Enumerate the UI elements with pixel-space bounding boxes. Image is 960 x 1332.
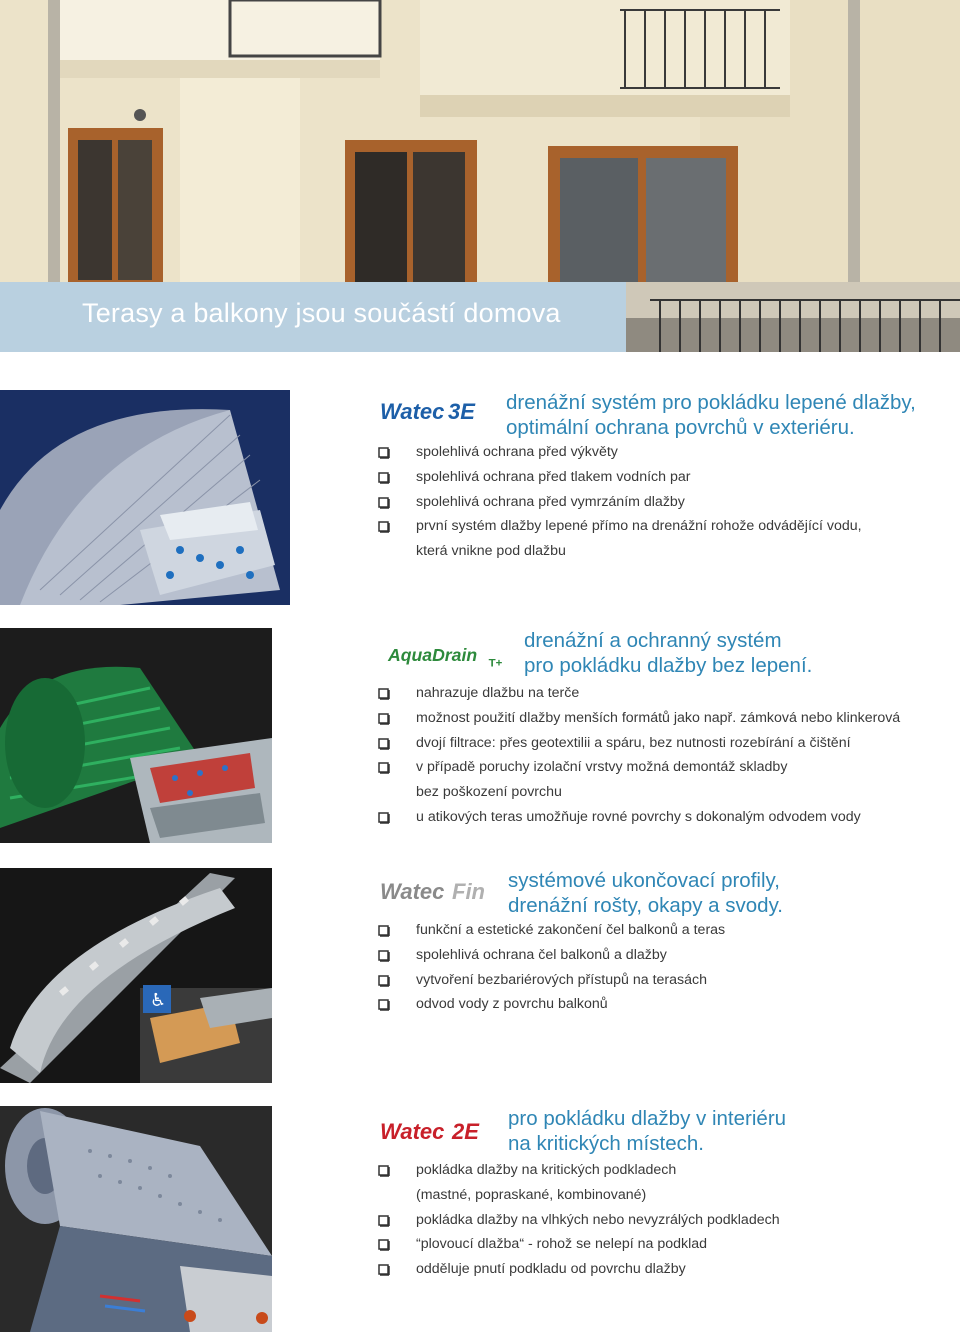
aquadrain-headline: drenážní a ochranný systém pro pokládku dlažby bez lepení.: [524, 629, 813, 677]
checkbox-bullet-icon: [378, 521, 390, 533]
watec3e-logo: [380, 396, 490, 426]
watec3e-headline: drenážní systém pro pokládku lepené dlažby, optimální ochrana povrchů v exteriéru.: [506, 391, 916, 439]
svg-text:T+: T+: [488, 657, 503, 670]
checkbox-bullet-icon: [378, 950, 390, 962]
svg-text:♿: ♿: [150, 990, 167, 1011]
list-item: pokládka dlažby na kritických podkladech: [0, 1158, 960, 1183]
section-watecfin: [0, 868, 960, 1083]
svg-text:2E: 2E: [452, 1119, 479, 1144]
watecfin-logo: [380, 876, 494, 906]
list-item: bez poškození povrchu: [416, 784, 562, 801]
section-aquadrain: [0, 628, 960, 843]
checkbox-bullet-icon: [378, 975, 390, 987]
list-item: u atikových teras umožňuje rovné povrchy s dokonalým odvodem vody: [0, 805, 960, 830]
section-watec2e: [0, 1106, 960, 1332]
watec3e-feature-list: [0, 440, 960, 564]
checkbox-bullet-icon: [378, 497, 390, 509]
checkbox-bullet-icon: [378, 447, 390, 459]
svg-text:Fin: Fin: [452, 879, 485, 904]
watecfin-headline: systémové ukončovací profily, drenážní rošty, okapy a svody.: [508, 869, 783, 917]
hero-photo: [0, 0, 960, 352]
list-item: spolehlivá ochrana před tlakem vodních par: [0, 465, 960, 490]
list-item: pokládka dlažby na vlhkých nebo nevyzrálých podkladech: [0, 1208, 960, 1233]
checkbox-bullet-icon: [378, 1165, 390, 1177]
watecfin-feature-list: [0, 918, 960, 1017]
list-item: spolehlivá ochrana čel balkonů a dlažby: [0, 943, 960, 968]
checkbox-bullet-icon: [378, 738, 390, 750]
list-item: “plovoucí dlažba“ - rohož se nelepí na podklad: [0, 1232, 960, 1257]
list-item: (mastné, popraskané, kombinované): [416, 1186, 647, 1203]
list-item: vytvoření bezbariérových přístupů na terasách: [0, 968, 960, 993]
svg-text:AquaDrain: AquaDrain: [388, 645, 478, 666]
watec2e-headline: pro pokládku dlažby v interiéru na kritických místech.: [508, 1107, 787, 1155]
list-item: spolehlivá ochrana před výkvěty: [0, 440, 960, 465]
checkbox-bullet-icon: [378, 472, 390, 484]
list-item: odvod vody z povrchu balkonů: [0, 992, 960, 1017]
list-item: odděluje pnutí podkladu od povrchu dlažby: [0, 1257, 960, 1282]
checkbox-bullet-icon: [378, 762, 390, 774]
checkbox-bullet-icon: [378, 1215, 390, 1227]
section-watec3e: [0, 390, 960, 605]
list-item: možnost použití dlažby menších formátů jako např. zámková nebo klinkerová: [0, 706, 960, 731]
checkbox-bullet-icon: [378, 688, 390, 700]
checkbox-bullet-icon: [378, 1264, 390, 1276]
watec2e-logo: [380, 1116, 492, 1146]
svg-text:Watec: Watec: [380, 1119, 445, 1144]
list-item: spolehlivá ochrana před vymrzáním dlažby: [0, 490, 960, 515]
svg-text:Watec: Watec: [380, 399, 445, 424]
checkbox-bullet-icon: [378, 713, 390, 725]
checkbox-bullet-icon: [378, 925, 390, 937]
checkbox-bullet-icon: [378, 812, 390, 824]
svg-text:3E: 3E: [448, 399, 475, 424]
aquadrain-logo: [380, 640, 516, 670]
svg-text:Watec: Watec: [380, 879, 445, 904]
list-item: nahrazuje dlažbu na terče: [0, 681, 960, 706]
list-item: která vnikne pod dlažbu: [416, 543, 566, 560]
checkbox-bullet-icon: [378, 1239, 390, 1251]
list-item: první systém dlažby lepené přímo na drenážní rohože odvádějící vodu,: [0, 514, 960, 539]
checkbox-bullet-icon: [378, 999, 390, 1011]
page-title: Terasy a balkony jsou součástí domova: [82, 298, 561, 328]
watec2e-feature-list: [0, 1158, 960, 1282]
list-item: v případě poruchy izolační vrstvy možná demontáž skladby: [0, 755, 960, 780]
list-item: dvojí filtrace: přes geotextilii a spáru, bez nutnosti rozebírání a čištění: [0, 731, 960, 756]
list-item: funkční a estetické zakončení čel balkonů a teras: [0, 918, 960, 943]
aquadrain-feature-list: [0, 681, 960, 830]
